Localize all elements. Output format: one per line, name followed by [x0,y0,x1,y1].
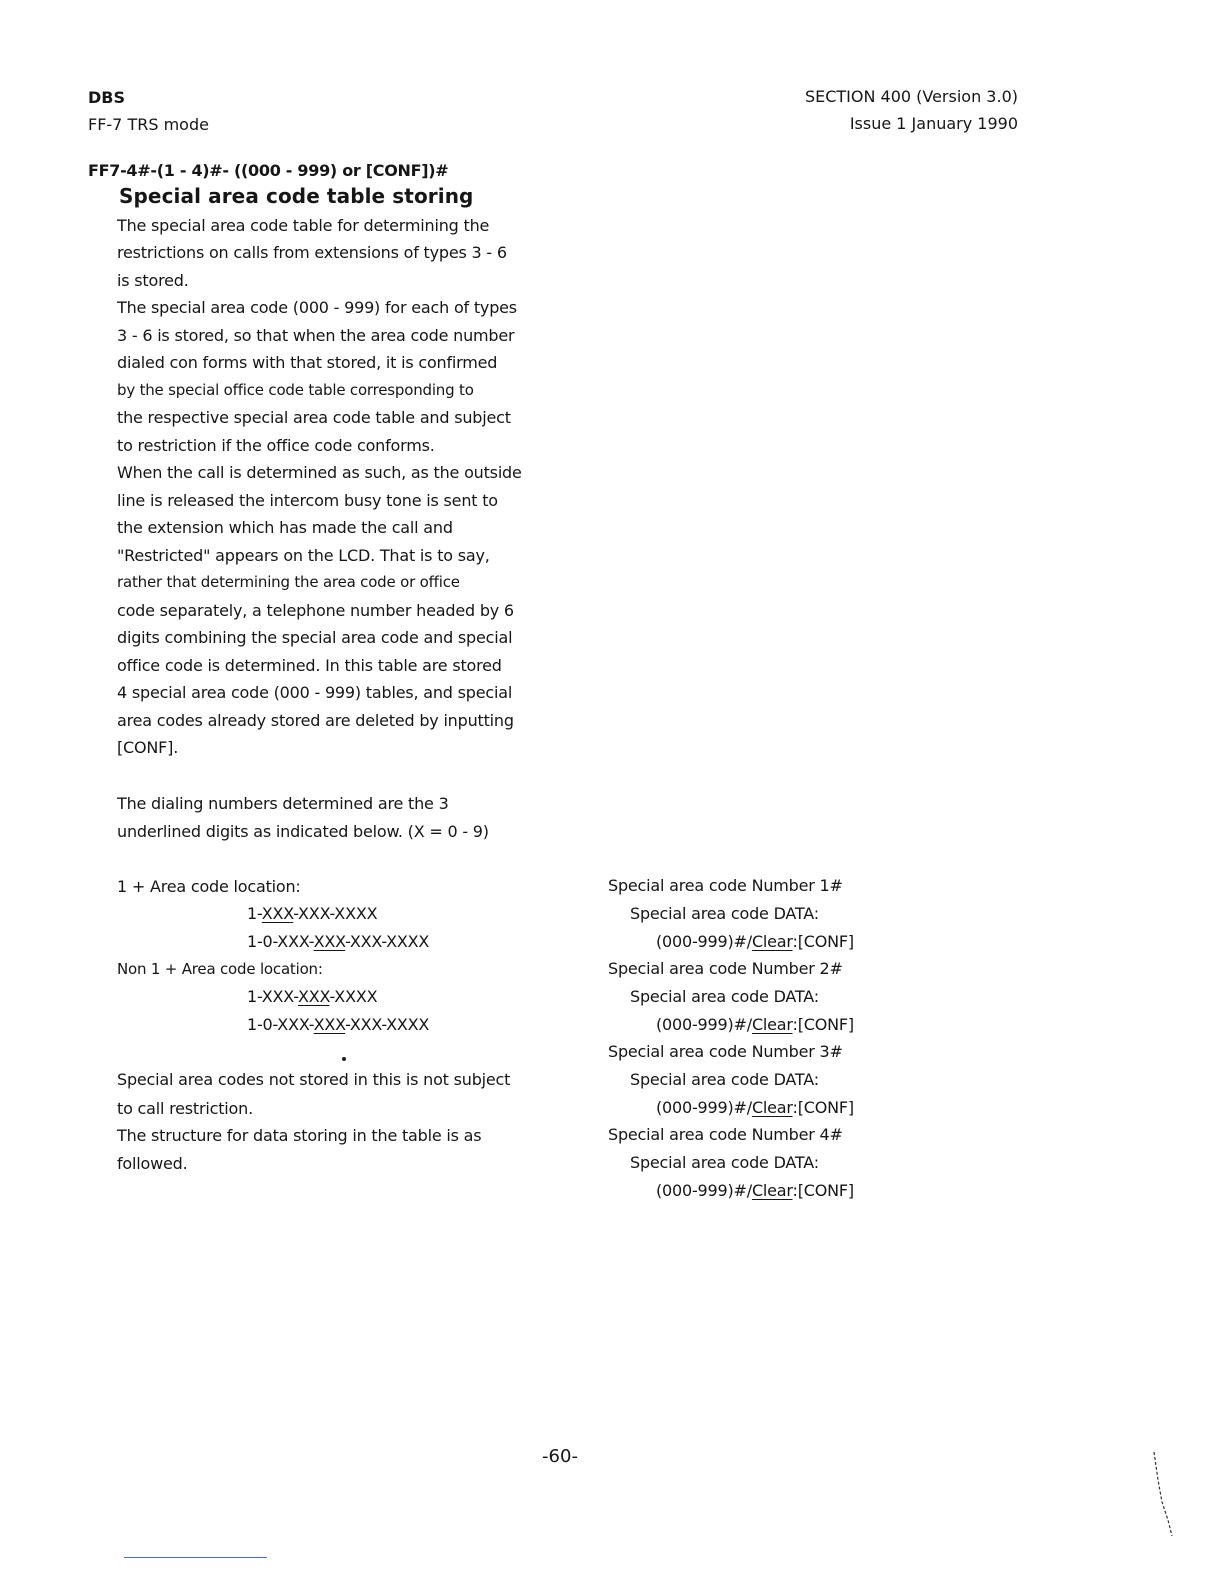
underlined-digits: XXX [261,904,294,923]
footer-line: followed. [117,1154,188,1173]
speck-dot [342,1057,346,1061]
page-number: -60- [542,1446,578,1467]
area-code-number-3: Special area code Number 3# [608,1042,843,1061]
body-line: dialed con forms with that stored, it is confirmed [117,353,498,372]
header-left-line1: DBS [88,88,125,107]
body-line: is stored. [117,271,189,290]
underlined-digits: XXX [313,1015,346,1034]
header-right-line2: Issue 1 January 1990 [849,114,1018,133]
footer-line: to call restriction. [117,1099,253,1118]
scan-blue-line [124,1557,267,1558]
footer-line: Special area codes not stored in this is not subject [117,1070,511,1089]
area-code-data-label: Special area code DATA: [630,1153,819,1172]
non-one-example-1: 1-XXX-XXX-XXXX [247,987,378,1006]
body-line: 4 special area code (000 - 999) tables, and special [117,683,513,702]
body-line: 3 - 6 is stored, so that when the area code number [117,326,515,345]
non-one-example-2: 1-0-XXX-XXX-XXX-XXXX [247,1015,430,1034]
area-code-data-format: (000-999)#/Clear:[CONF] [656,1015,854,1034]
command-syntax: FF7-4#-(1 - 4)#- ((000 - 999) or [CONF])# [88,161,449,180]
body-line: "Restricted" appears on the LCD. That is to say, [117,546,490,565]
section-title: Special area code table storing [119,184,474,208]
area-code-data-label: Special area code DATA: [630,904,819,923]
body-line: the extension which has made the call and [117,518,453,537]
dialing-line: The dialing numbers determined are the 3 [117,794,449,813]
body-line: When the call is determined as such, as the outside [117,463,522,482]
body-line: by the special office code table corresponding to [117,381,474,399]
body-line: digits combining the special area code and special [117,628,513,647]
area-code-data-format: (000-999)#/Clear:[CONF] [656,1098,854,1117]
one-plus-example-2: 1-0-XXX-XXX-XXX-XXXX [247,932,430,951]
body-line: rather that determining the area code or office [117,573,460,591]
body-line: The special area code table for determining the [117,216,490,235]
body-line: the respective special area code table and subject [117,408,511,427]
body-line: code separately, a telephone number headed by 6 [117,601,514,620]
non-one-label: Non 1 + Area code location: [117,960,323,978]
footer-line: The structure for data storing in the table is as [117,1126,482,1145]
area-code-data-label: Special area code DATA: [630,987,819,1006]
area-code-data-format: (000-999)#/Clear:[CONF] [656,1181,854,1200]
underlined-digits: XXX [313,932,346,951]
body-line: line is released the intercom busy tone is sent to [117,491,498,510]
body-line: area codes already stored are deleted by inputting [117,711,514,730]
area-code-data-label: Special area code DATA: [630,1070,819,1089]
dialing-line: underlined digits as indicated below. (X = 0 - 9) [117,822,489,841]
one-plus-label: 1 + Area code location: [117,877,301,896]
scan-mark [1150,1450,1180,1540]
area-code-data-format: (000-999)#/Clear:[CONF] [656,932,854,951]
body-line: office code is determined. In this table are stored [117,656,502,675]
header-right-line1: SECTION 400 (Version 3.0) [804,87,1018,106]
body-line: restrictions on calls from extensions of types 3 - 6 [117,243,507,262]
underlined-digits: XXX [298,987,330,1006]
body-line: [CONF]. [117,738,179,757]
area-code-number-4: Special area code Number 4# [608,1125,843,1144]
header-left-line2: FF-7 TRS mode [88,115,209,134]
area-code-number-1: Special area code Number 1# [608,876,843,895]
body-line: The special area code (000 - 999) for each of types [117,298,517,317]
area-code-number-2: Special area code Number 2# [608,959,843,978]
body-line: to restriction if the office code conforms. [117,436,435,455]
one-plus-example-1: 1-XXX-XXX-XXXX [247,904,378,923]
